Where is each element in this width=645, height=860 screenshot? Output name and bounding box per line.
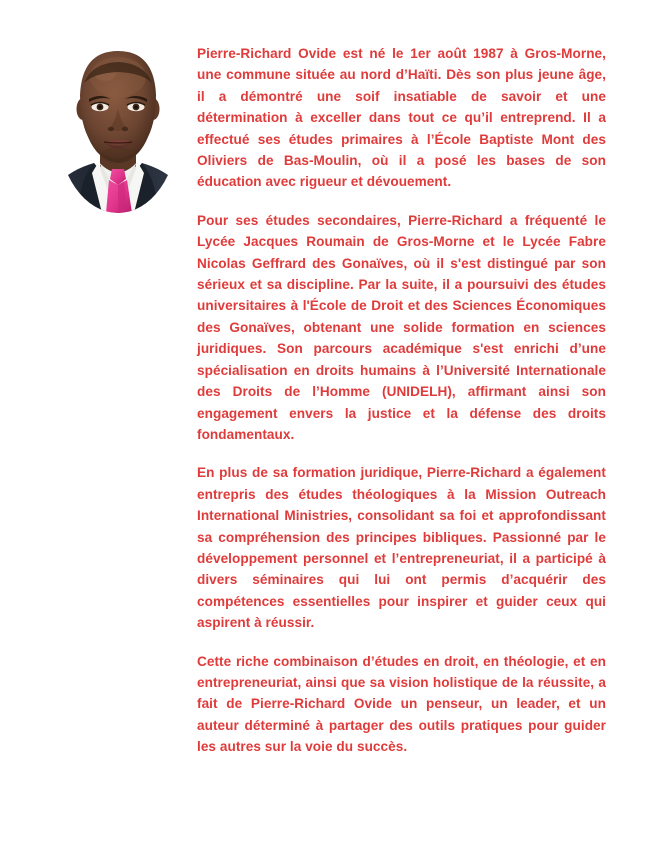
portrait-illustration xyxy=(58,43,178,213)
biography-text xyxy=(197,43,606,758)
bio-paragraph-2: Pour ses études secondaires, Pierre-Richard a fréquenté le Lycée Jacques Roumain de Gros-Morne et le Lycée Fabre Nicolas Geffrard des Gonaïves, où il s'est distingué par son sérieux et sa discipline. Par la suite, il a poursuivi des études universitaires à l'École de Droit et des Sciences Économiques des Gonaïves, obtenant une solide formation en sciences juridiques. Son parcours académique s'est enrichi d’une spécialisation en droits humains à l’Université Internationale des Droits de l’Homme (UNIDELH), affirmant ainsi son engagement envers la justice et la défense des droits fondamentaux. xyxy=(197,212,606,442)
bio-paragraph-4: Cette riche combinaison d’études en droit, en théologie, et en entrepreneuriat, ainsi que sa vision holistique de la réussite, a fait de Pierre-Richard Ovide un penseur, un leader, et un auteur déterminé à partager des outils pratiques pour guider les autres sur la voie du succès. xyxy=(197,653,606,755)
portrait-photo xyxy=(58,43,178,213)
bio-paragraph-1: Pierre-Richard Ovide est né le 1er août 1987 à Gros-Morne, une commune située au nord d’Haïti. Dès son plus jeune âge, il a démontré une soif insatiable de savoir et une détermination à exceller dans tout ce qu’il entreprend. Il a effectué ses études primaires à l’École Baptiste Mont des Oliviers de Bas-Moulin, où il a posé les bases de son éducation avec rigueur et dévouement. xyxy=(197,46,606,190)
bio-paragraph-3: En plus de sa formation juridique, Pierre-Richard a également entrepris des études théologiques à la Mission Outreach International Ministries, consolidant sa foi et approfondissant sa compréhension des principes bibliques. Passionné par le développement personnel et l’entrepreneuriat, il a participé à divers séminaires qui lui ont permis d’acquérir des compétences essentielles pour inspirer et guider ceux qui aspirent à réussir. xyxy=(197,465,606,631)
